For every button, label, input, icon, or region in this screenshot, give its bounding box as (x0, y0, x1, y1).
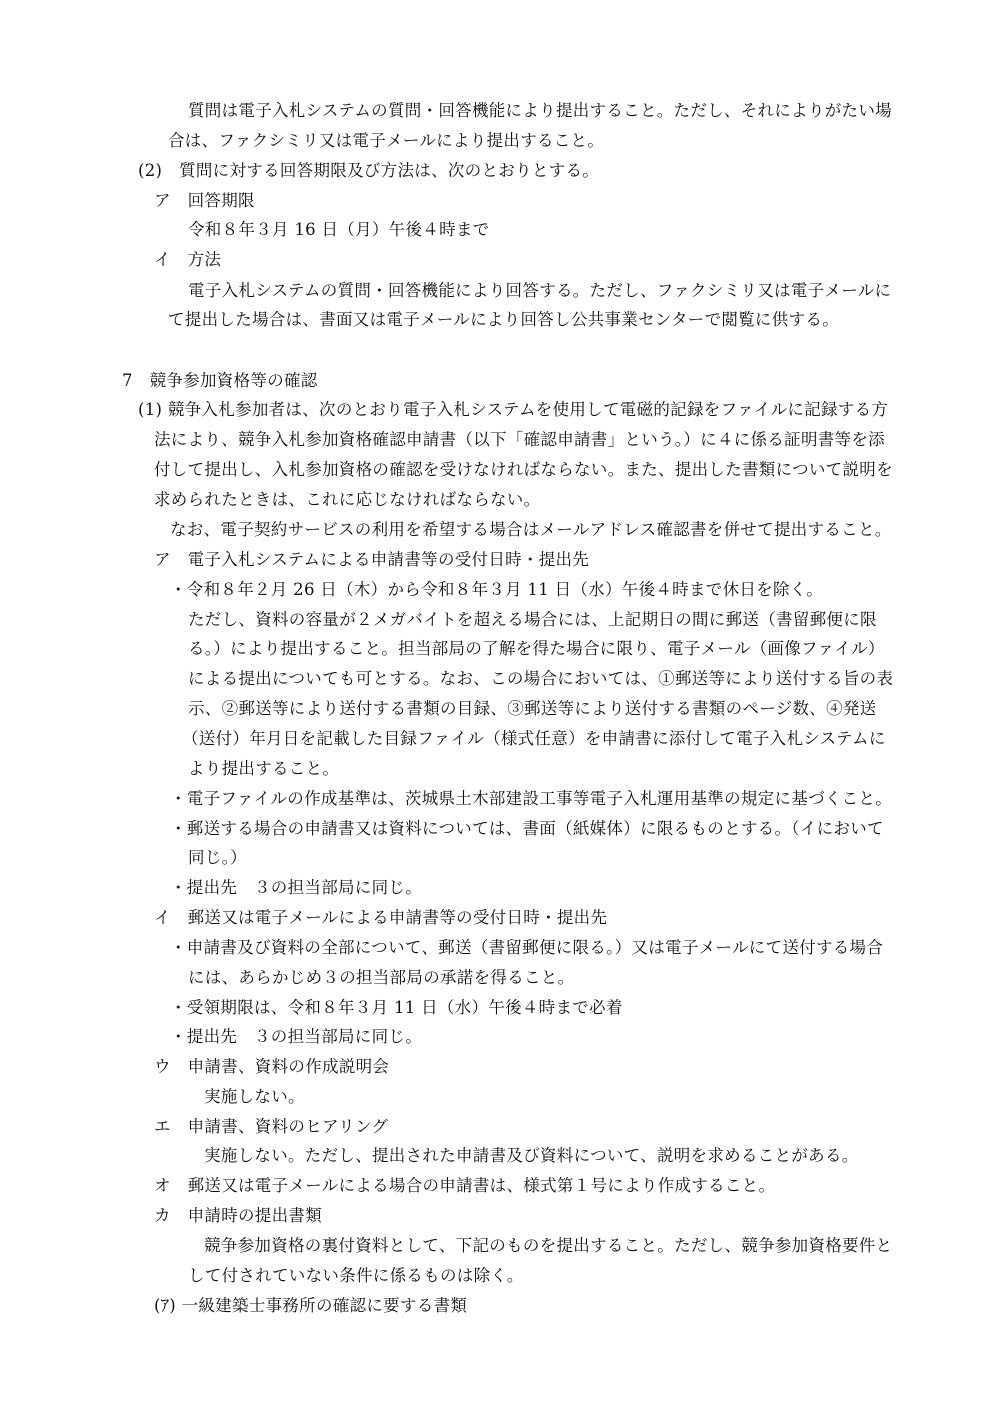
text-line: 付して提出し、入札参加資格の確認を受けなければならない。また、提出した書類について説明を (154, 460, 893, 479)
text-line: (ｱ) 一級建築士事務所の確認に要する書類 (154, 1296, 468, 1315)
text-line: 合は、ファクシミリ又は電子メールにより提出すること。 (168, 131, 605, 150)
text-line: (2) 質問に対する回答期限及び方法は、次のとおりとする。 (138, 161, 600, 180)
text-line: より提出すること。 (188, 759, 340, 778)
text-line: イ 方法 (154, 250, 222, 269)
text-line: カ 申請時の提出書類 (154, 1206, 322, 1225)
text-line: 競争参加資格の裏付資料として、下記のものを提出すること。ただし、競争参加資格要件と (204, 1236, 893, 1255)
text-line: して付されていない条件に係るものは除く。 (188, 1266, 524, 1285)
text-line: る。）により提出すること。担当部局の了解を得た場合に限り、電子メール（画像ファイル） (188, 639, 885, 658)
text-line: ア 電子入札システムによる申請書等の受付日時・提出先 (154, 550, 590, 569)
text-line: ・申請書及び資料の全部について、郵送（書留郵便に限る。）又は電子メールにて送付する場合 (170, 938, 884, 957)
text-line: ・電子ファイルの作成基準は、茨城県土木部建設工事等電子入札運用基準の規定に基づくこと。 (170, 789, 893, 808)
text-line: 令和８年３月 16 日（月）午後４時まで (188, 220, 490, 239)
text-line: 法により、競争入札参加資格確認申請書（以下「確認申請書」という。）に４に係る証明書等を添 (154, 430, 885, 449)
text-line: なお、電子契約サービスの利用を希望する場合はメールアドレス確認書を併せて提出すること。 (170, 520, 892, 539)
text-line: て提出した場合は、書面又は電子メールにより回答し公共事業センターで閲覧に供する。 (168, 310, 840, 329)
text-line: 実施しない。 (204, 1087, 305, 1106)
text-line: 同じ。） (188, 848, 247, 867)
text-line: ・郵送する場合の申請書又は資料については、書面（紙媒体）に限るものとする。（イにおいて (170, 819, 884, 838)
text-line: ウ 申請書、資料の作成説明会 (154, 1057, 390, 1076)
text-line: 求められたときは、これに応じなければならない。 (154, 490, 541, 509)
text-line: ・受領期限は、令和８年３月 11 日（水）午後４時まで必着 (170, 998, 623, 1017)
text-line: ・提出先 ３の担当部局に同じ。 (170, 878, 422, 897)
text-line: エ 申請書、資料のヒアリング (154, 1117, 389, 1136)
text-line: ア 回答期限 (154, 191, 255, 210)
text-line: (1) 競争入札参加者は、次のとおり電子入札システムを使用して電磁的記録をファイルに記録する方 (138, 400, 889, 419)
text-line: 示、②郵送等により送付する書類の目録、③郵送等により送付する書類のページ数、④発送 (188, 699, 877, 718)
section-heading: 7 競争参加資格等の確認 (122, 371, 318, 390)
text-line: オ 郵送又は電子メールによる場合の申請書は、様式第１号により作成すること。 (154, 1176, 776, 1195)
text-line: 質問は電子入札システムの質問・回答機能により提出すること。ただし、それによりがたい場 (188, 101, 892, 120)
text-line: には、あらかじめ３の担当部局の承諾を得ること。 (188, 968, 575, 987)
text-line: ・令和８年２月 26 日（木）から令和８年３月 11 日（水）午後４時まで休日を除く。 (170, 580, 824, 599)
text-line: （送付）年月日を記載した目録ファイル（様式任意）を申請書に添付して電子入札システムに (182, 729, 886, 748)
text-line: 電子入札システムの質問・回答機能により回答する。ただし、ファクシミリ又は電子メールに (188, 281, 892, 300)
text-line: イ 郵送又は電子メールによる申請書等の受付日時・提出先 (154, 908, 608, 927)
text-line: による提出についても可とする。なお、この場合においては、①郵送等により送付する旨の表 (188, 669, 894, 688)
text-line: ただし、資料の容量が２メガバイトを超える場合には、上記期日の間に郵送（書留郵便に限 (188, 610, 877, 629)
text-line: ・提出先 ３の担当部局に同じ。 (170, 1027, 422, 1046)
text-line: 実施しない。ただし、提出された申請書及び資料について、説明を求めることがある。 (204, 1146, 859, 1165)
